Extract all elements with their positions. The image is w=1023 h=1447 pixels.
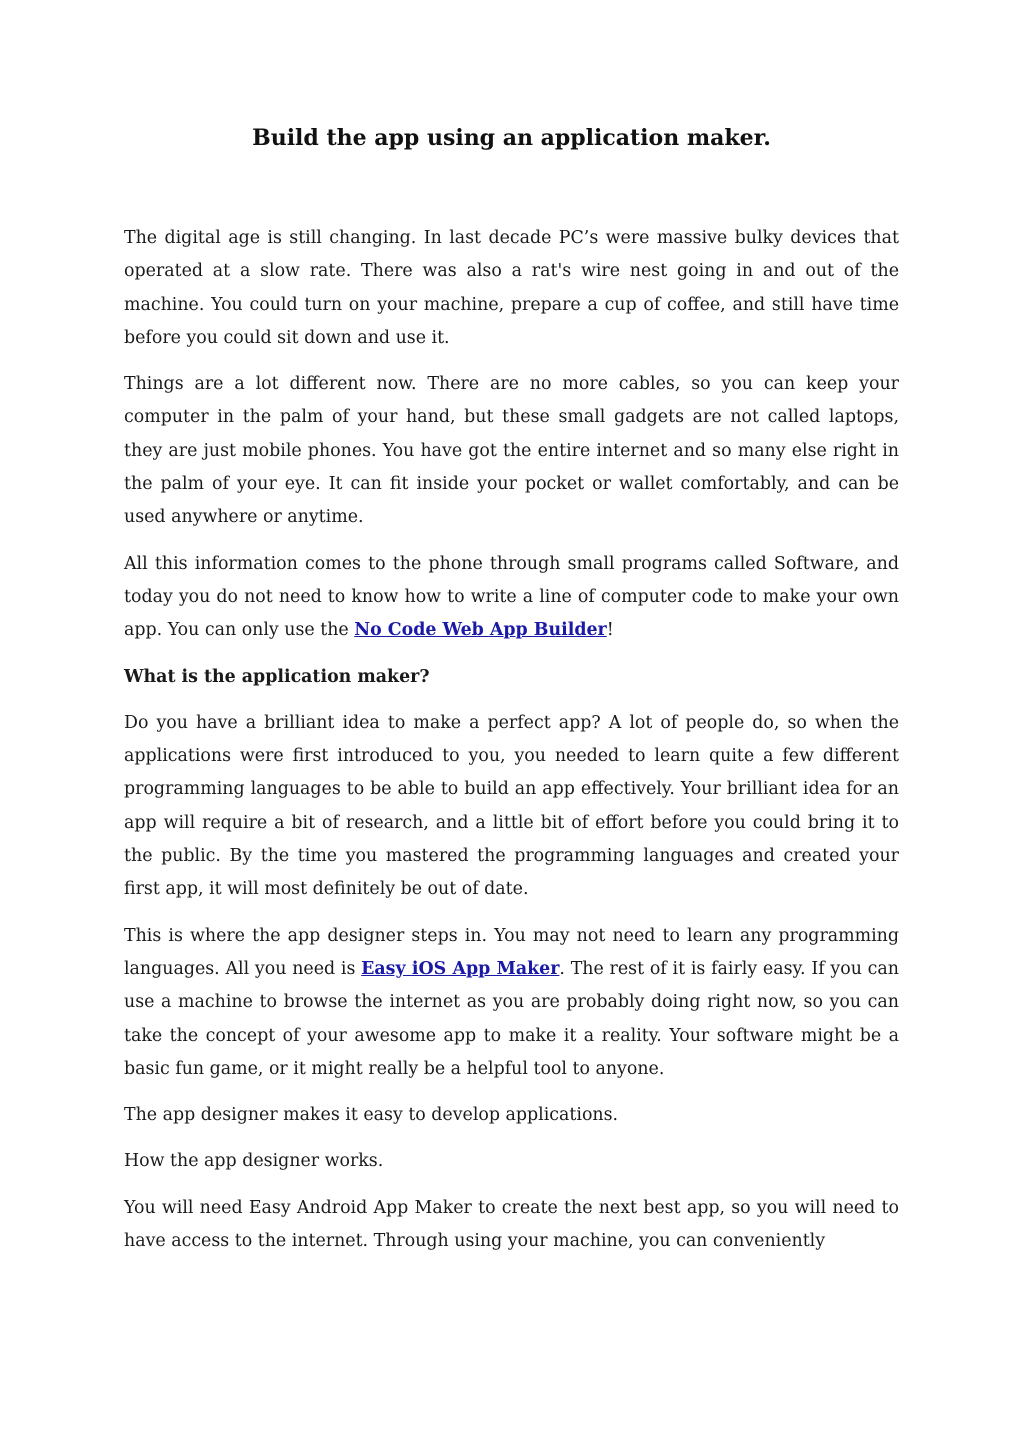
no-code-web-app-builder-link[interactable]: No Code Web App Builder: [354, 620, 607, 641]
easy-ios-app-maker-link[interactable]: Easy iOS App Maker: [361, 958, 560, 979]
paragraph-information: [124, 548, 899, 648]
paragraph-brilliant-idea: Do you have a brilliant idea to make a perfect app? A lot of people do, so when the applications were first introduced to you, you needed to learn quite a few different programming languages to be able to build an app effectively. Your brilliant idea for an app will require a bit of research, and a little bit of effort before you could bring it to the public. By the time you mastered the programming languages and created your first app, it will most definitely be out of date.: [124, 712, 899, 900]
document-title: Build the app using an application maker.: [252, 125, 771, 151]
paragraph-how-works: How the app designer works.: [124, 1151, 384, 1172]
paragraph-digital-age: The digital age is still changing. In last decade PC’s were massive bulky devices that operated at a slow rate. There was also a rat's wire nest going in and out of the machine. You could turn on your machine, prepare a cup of coffee, and still have time before you could sit down and use it.: [124, 228, 899, 348]
paragraph-app-designer: [124, 920, 899, 1086]
document-body: [124, 222, 899, 1271]
paragraph-app-designer-rest: . The rest of it is fairly easy. If you can use a machine to browse the internet as you are probably doing right now, so you can take the concept of your awesome app to make it a reality. Your software might be a basic fun game, or it might really be a helpful tool to anyone.: [124, 958, 899, 1079]
paragraph-information-text: All this information comes to the phone through small programs called Software, and today you do not need to know how to write a line of computer code to make your own app. You can only use the: [124, 553, 899, 641]
paragraph-android-maker: You will need Easy Android App Maker to create the next best app, so you will need to have access to the internet. Through using your machine, you can conveniently: [124, 1197, 899, 1252]
section-heading-application-maker: What is the application maker?: [124, 666, 430, 687]
paragraph-app-designer-text: This is where the app designer steps in. You may not need to learn any programming languages. All you need is: [124, 925, 899, 979]
paragraph-things-different: Things are a lot different now. There are no more cables, so you can keep your computer in the palm of your hand, but these small gadgets are not called laptops, they are just mobile phones. You have got the entire internet and so many else right in the palm of your eye. It can fit inside your pocket or wallet comfortably, and can be used anywhere or anytime.: [124, 374, 899, 528]
paragraph-information-end: !: [606, 620, 614, 641]
paragraph-easy-develop: The app designer makes it easy to develop applications.: [124, 1105, 619, 1126]
